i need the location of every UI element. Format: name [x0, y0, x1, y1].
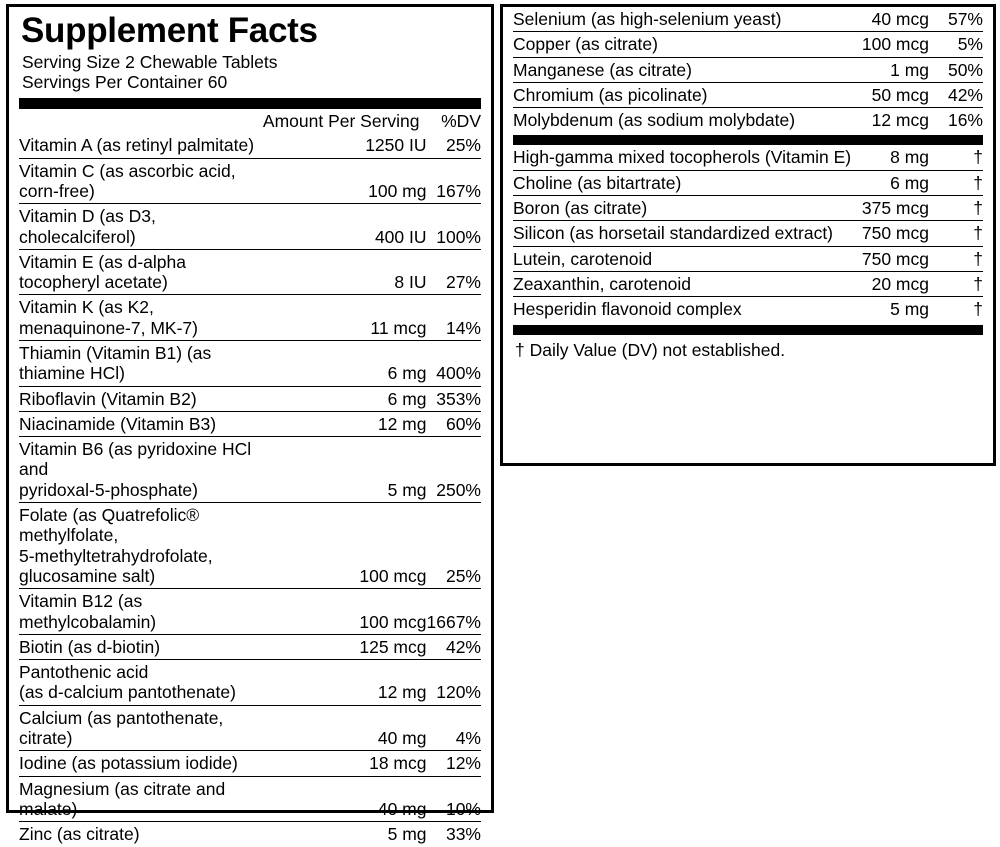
table-header-row: [19, 109, 481, 133]
nutrient-percent-dv: 14%: [427, 295, 482, 341]
nutrient-percent-dv: 10%: [427, 776, 482, 822]
nutrient-name-line1: Hesperidin flavonoid complex: [513, 299, 742, 320]
nutrient-name: [19, 386, 263, 411]
nutrient-name-line1: Lutein, carotenoid: [513, 248, 653, 269]
nutrient-amount: 6 mg: [860, 170, 929, 195]
nutrient-percent-dv: 25%: [427, 503, 482, 589]
nutrient-name: [19, 249, 263, 295]
nutrient-name-line1: Vitamin D (as D3, cholecalciferol): [19, 206, 156, 247]
nutrient-name: [513, 32, 849, 57]
thick-divider-middle: [513, 135, 983, 145]
nutrient-percent-dv: †: [929, 196, 983, 221]
nutrient-name-line1: Magnesium (as citrate and malate): [19, 778, 226, 819]
nutrient-amount: 100 mcg: [263, 589, 427, 635]
nutrient-name: [513, 297, 860, 322]
nutrient-name: [513, 7, 849, 32]
nutrient-name: [513, 108, 849, 133]
nutrient-name-line1: Zeaxanthin, carotenoid: [513, 273, 692, 294]
nutrient-percent-dv: 353%: [427, 386, 482, 411]
supplement-facts-right-panel: [500, 4, 996, 466]
nutrient-name: [19, 437, 263, 503]
nutrient-percent-dv: 50%: [929, 57, 983, 82]
nutrient-percent-dv: 42%: [427, 634, 482, 659]
right-nutrients-table-bottom: [513, 145, 983, 321]
right-bottom-rows-body: [513, 145, 983, 321]
nutrient-name-line1: Pantothenic acid: [19, 662, 149, 683]
nutrient-name: [19, 295, 263, 341]
nutrient-percent-dv: 1667%: [427, 589, 482, 635]
thick-divider-bottom: [513, 325, 983, 335]
amount-per-serving-header: Amount Per Serving: [262, 111, 420, 132]
table-row: [19, 660, 481, 706]
table-row: [513, 170, 983, 195]
nutrient-name-line1: Vitamin B6 (as pyridoxine HCl and: [19, 439, 252, 480]
table-row: [513, 82, 983, 107]
nutrient-percent-dv: 250%: [427, 437, 482, 503]
nutrient-name-line1: Folate (as Quatrefolic® methylfolate,: [19, 505, 200, 546]
nutrient-name-line1: Manganese (as citrate): [513, 59, 692, 80]
table-row: [513, 271, 983, 296]
nutrient-name-line1: Boron (as citrate): [513, 198, 648, 219]
table-row: [19, 776, 481, 822]
nutrient-amount: 125 mcg: [263, 634, 427, 659]
nutrient-amount: 100 mg: [263, 158, 427, 204]
nutrient-amount: 1 mg: [849, 57, 929, 82]
serving-size: Serving Size 2 Chewable Tablets: [22, 51, 278, 72]
nutrient-name-line1: Copper (as citrate): [513, 34, 658, 55]
nutrient-amount: 40 mg: [263, 705, 427, 751]
nutrient-percent-dv: 167%: [427, 158, 482, 204]
nutrient-amount: 12 mg: [263, 411, 427, 436]
nutrient-name-line1: Vitamin E (as d-alpha tocopheryl acetate): [19, 251, 186, 293]
nutrient-name-line2: pyridoxal-5-phosphate): [19, 479, 198, 500]
nutrient-percent-dv: 100%: [427, 204, 482, 250]
nutrient-amount: 8 IU: [263, 249, 427, 295]
nutrient-name-line1: Molybdenum (as sodium molybdate): [513, 110, 796, 131]
nutrient-name-line1: Niacinamide (Vitamin B3): [19, 413, 217, 434]
nutrient-name: [513, 271, 860, 296]
nutrient-name-line1: Calcium (as pantothenate, citrate): [19, 707, 224, 749]
nutrient-name-line1: Choline (as bitartrate): [513, 172, 682, 193]
table-row: [513, 32, 983, 57]
table-row: [513, 196, 983, 221]
nutrient-amount: 40 mg: [263, 776, 427, 822]
nutrient-name: [513, 246, 860, 271]
nutrient-amount: 100 mcg: [263, 503, 427, 589]
nutrient-amount: 8 mg: [860, 145, 929, 170]
nutrient-name: [513, 196, 860, 221]
table-row: [19, 386, 481, 411]
table-row: [19, 705, 481, 751]
nutrient-percent-dv: †: [929, 145, 983, 170]
nutrient-name: [19, 411, 263, 436]
nutrient-amount: 375 mcg: [860, 196, 929, 221]
right-top-rows-body: [513, 7, 983, 132]
nutrient-name: [19, 341, 263, 387]
nutrient-name-line2: 5-methyltetrahydrofolate, glucosamine salt): [19, 545, 213, 586]
nutrient-name-line1: Vitamin K (as K2, menaquinone-7, MK-7): [19, 297, 198, 338]
nutrient-amount: 5 mg: [263, 437, 427, 503]
nutrient-percent-dv: 12%: [427, 751, 482, 776]
nutrient-percent-dv: †: [929, 246, 983, 271]
nutrient-name: [19, 822, 263, 847]
nutrient-name: [19, 705, 263, 751]
nutrient-name-line1: Iodine (as potassium iodide): [19, 753, 238, 774]
nutrient-percent-dv: 33%: [445, 824, 481, 845]
nutrient-amount: 20 mcg: [860, 271, 929, 296]
table-row: [513, 7, 983, 32]
nutrient-name-line1: Riboflavin (Vitamin B2): [19, 388, 197, 409]
table-row: [513, 246, 983, 271]
table-row: [19, 589, 481, 635]
nutrient-name: [19, 503, 263, 589]
nutrient-amount: 11 mcg: [263, 295, 427, 341]
table-row: [19, 437, 481, 503]
table-row: [513, 57, 983, 82]
nutrient-percent-dv: †: [973, 299, 983, 320]
nutrient-amount: 6 mg: [263, 341, 427, 387]
nutrient-name: [513, 82, 849, 107]
nutrient-percent-dv: 5%: [929, 32, 983, 57]
nutrient-amount: 5 mg: [890, 299, 929, 320]
nutrient-name: [19, 589, 263, 635]
table-row: [513, 221, 983, 246]
nutrient-percent-dv: 16%: [947, 110, 983, 131]
nutrient-name-line1: Zinc (as citrate): [19, 824, 140, 845]
right-nutrients-table-top: [513, 7, 983, 132]
table-row: [19, 341, 481, 387]
nutrient-name: [513, 145, 860, 170]
nutrient-name: [19, 776, 263, 822]
nutrient-percent-dv: 60%: [427, 411, 482, 436]
nutrient-amount: 5 mg: [387, 824, 427, 845]
thick-divider-top: [19, 98, 481, 109]
nutrient-name-line1: Selenium (as high-selenium yeast): [513, 9, 782, 29]
nutrient-amount: 12 mg: [263, 660, 427, 706]
nutrient-name-line1: High-gamma mixed tocopherols (Vitamin E): [513, 147, 852, 168]
nutrient-amount: 750 mcg: [860, 221, 929, 246]
nutrient-amount: 750 mcg: [860, 246, 929, 271]
nutrient-percent-dv: 400%: [427, 341, 482, 387]
table-row: [513, 145, 983, 170]
table-row: [19, 204, 481, 250]
nutrient-name-line1: Biotin (as d-biotin): [19, 636, 161, 657]
table-row: [19, 503, 481, 589]
nutrient-name: [19, 158, 263, 204]
table-row: [19, 751, 481, 776]
nutrient-percent-dv: †: [929, 271, 983, 296]
nutrient-name: [513, 221, 860, 246]
table-row: [19, 133, 481, 158]
nutrient-amount: 100 mcg: [849, 32, 929, 57]
nutrient-name: [19, 660, 263, 706]
nutrient-name: [19, 634, 263, 659]
table-row: [19, 822, 481, 847]
left-rows-body: [19, 133, 481, 846]
table-row: [19, 249, 481, 295]
nutrient-name: [19, 204, 263, 250]
left-nutrients-table: [19, 109, 481, 847]
daily-value-footnote: † Daily Value (DV) not established.: [515, 339, 786, 360]
nutrient-percent-dv: †: [929, 221, 983, 246]
percent-dv-header: %DV: [441, 111, 481, 132]
supplement-facts-left-panel: [6, 4, 494, 845]
nutrient-percent-dv: †: [929, 170, 983, 195]
nutrient-name: [513, 57, 849, 82]
nutrient-amount: 12 mcg: [871, 110, 929, 131]
nutrient-name-line1: Silicon (as horsetail standardized extract): [513, 223, 834, 244]
nutrient-name: [19, 751, 263, 776]
nutrient-name-line1: Thiamin (Vitamin B1) (as thiamine HCl): [19, 343, 212, 384]
header-spacer: [19, 109, 263, 133]
nutrient-name-line2: (as d-calcium pantothenate): [19, 682, 236, 703]
nutrient-amount: 6 mg: [263, 386, 427, 411]
nutrient-name-line1: Vitamin B12 (as methylcobalamin): [19, 591, 157, 632]
servings-per-container: Servings Per Container 60: [22, 72, 228, 93]
table-row: [19, 158, 481, 204]
table-row: [19, 634, 481, 659]
nutrient-name: [513, 170, 860, 195]
nutrient-amount: 18 mcg: [263, 751, 427, 776]
nutrient-name-line1: Vitamin A (as retinyl palmitate): [19, 135, 255, 156]
nutrient-percent-dv: 57%: [929, 7, 983, 32]
nutrient-name-line1: Vitamin C (as ascorbic acid, corn-free): [19, 160, 236, 201]
nutrient-amount: 40 mcg: [849, 7, 929, 32]
nutrient-percent-dv: 42%: [929, 82, 983, 107]
nutrient-name-line1: Chromium (as picolinate): [513, 84, 708, 105]
nutrient-name: [19, 133, 263, 158]
nutrient-percent-dv: 4%: [427, 705, 482, 751]
page-title: Supplement Facts: [21, 11, 318, 50]
table-row: [513, 108, 983, 133]
nutrient-percent-dv: 120%: [427, 660, 482, 706]
nutrient-amount: 400 IU: [263, 204, 427, 250]
table-row: [19, 411, 481, 436]
table-row: [513, 297, 983, 322]
nutrient-amount: 50 mcg: [849, 82, 929, 107]
table-row: [19, 295, 481, 341]
nutrient-amount: 1250 IU: [263, 133, 427, 158]
nutrient-percent-dv: 25%: [427, 133, 482, 158]
nutrient-percent-dv: 27%: [427, 249, 482, 295]
